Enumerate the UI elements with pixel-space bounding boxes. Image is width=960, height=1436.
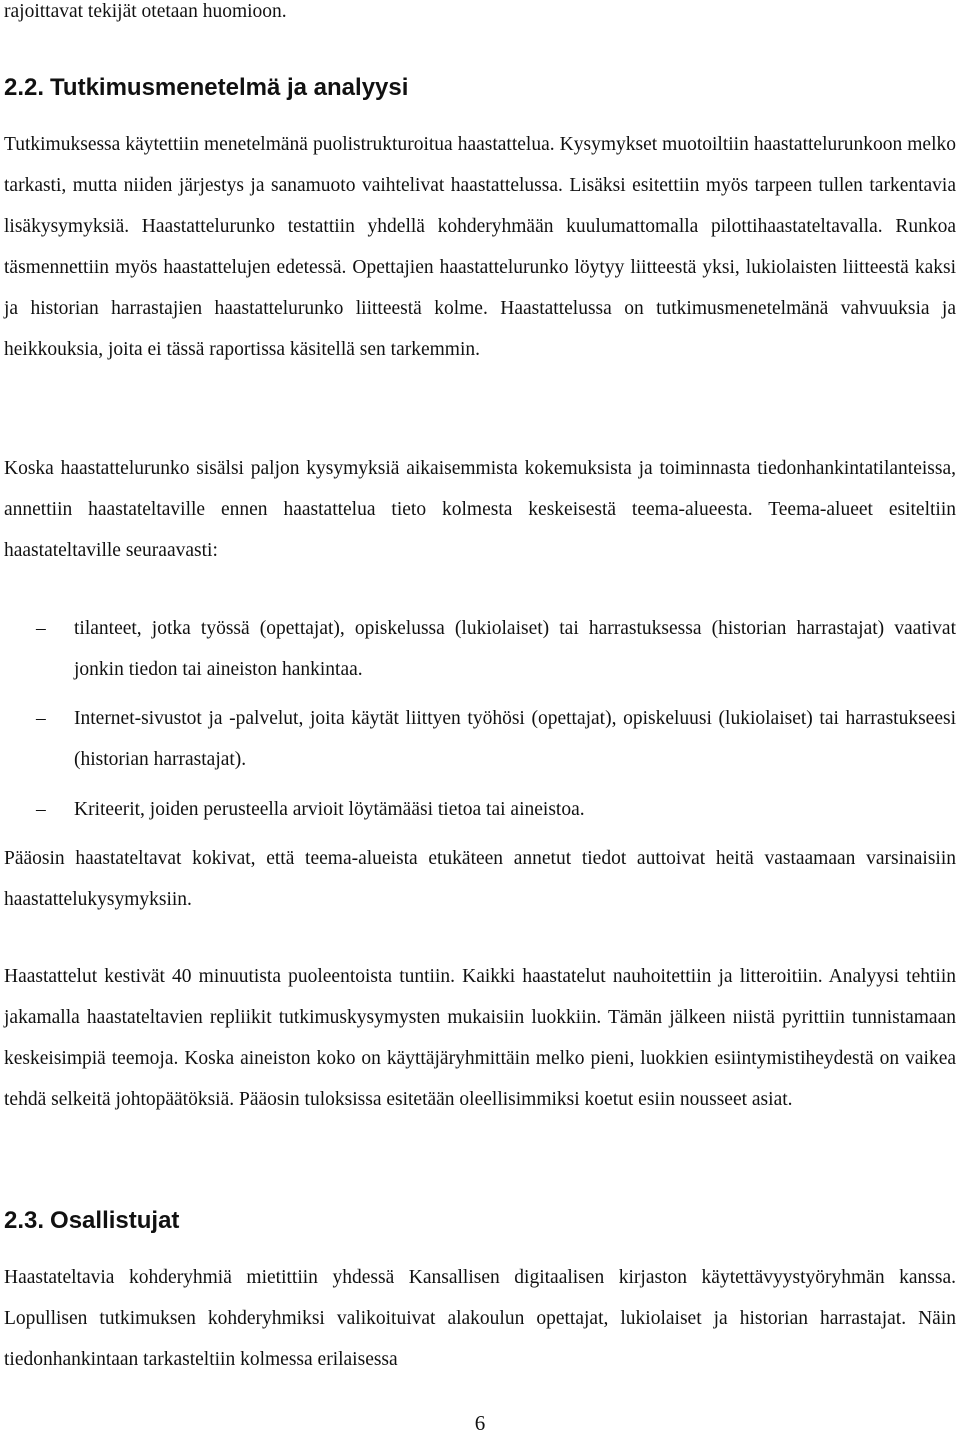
list-dash: –: [36, 708, 46, 729]
page-number: 6: [474, 1411, 486, 1435]
section-number: 2.2.: [4, 74, 45, 101]
section-heading-2-3: [4, 1206, 179, 1236]
participants-paragraph-1: Haastateltavia kohderyhmiä mietittiin yhdessä Kansallisen digitaalisen kirjaston käytettävyystyöryhmän kanssa. Lopullisen tutkimuksen kohderyhmiksi valikoituivat alakoulun opettajat, lukiolaiset ja historian harrastajat. Näin tiedonhankintaan tarkasteltiin kolmessa erilaisessa: [4, 1267, 956, 1370]
methods-paragraph-1: Tutkimuksessa käytettiin menetelmänä puolistrukturoitua haastattelua. Kysymykset muotoiltiin haastattelurunkoon melko tarkasti, mutta niiden järjestys ja sanamuoto vaihtelivat haastattelussa. Lisäksi esitettiin myös tarpeen tullen tarkentavia lisäkysymyksiä. Haastattelurunko testattiin yhdellä kohderyhmään kuulumattomalla pilottihaastateltavalla. Runkoa täsmennettiin myös haastattelujen edetessä. Opettajien haastattelurunko löytyy liitteestä yksi, lukiolaisten liitteestä kaksi ja historian harrastajien haastattelurunko liitteestä kolme. Haastattelussa on tutkimusmenetelmänä vahvuuksia ja heikkouksia, joita ei tässä raportissa käsitellä sen tarkemmin.: [4, 134, 956, 360]
section-title: Tutkimusmenetelmä ja analyysi: [50, 74, 409, 101]
list-item-text: tilanteet, jotka työssä (opettajat), opiskelussa (lukiolaiset) tai harrastuksessa (historian harrastajat) vaativat jonkin tiedon tai aineiston hankintaa.: [74, 618, 956, 680]
methods-paragraph-4: Haastattelut kestivät 40 minuutista puoleentoista tuntiin. Kaikki haastatelut nauhoitettiin ja litteroitiin. Analyysi tehtiin jakamalla haastateltavien repliikit tutkimuskysymysten mukaisiin luokkiin. Tämän jälkeen niistä pyrittiin tunnistamaan keskeisimpiä teemoja. Koska aineiston koko on käyttäjäryhmittäin melko pieni, luokkien esiintymistiheydestä on vaikea tehdä selkeitä johtopäätöksiä. Pääosin tuloksissa esitetään oleellisimmiksi koetut esiin nousseet asiat.: [4, 966, 956, 1110]
intro-fragment: rajoittavat tekijät otetaan huomioon.: [4, 1, 287, 22]
list-dash: –: [36, 618, 46, 639]
list-item-text: Internet-sivustot ja -palvelut, joita käytät liittyen työhösi (opettajat), opiskeluusi (lukiolaiset) tai harrastukseesi (historian harrastajat).: [74, 708, 956, 770]
methods-paragraph-3: Pääosin haastateltavat kokivat, että teema-alueista etukäteen annetut tiedot auttoivat heitä vastaamaan varsinaisiin haastattelukysymyksiin.: [4, 848, 956, 910]
section-number: 2.3.: [4, 1207, 45, 1234]
list-item-text: Kriteerit, joiden perusteella arvioit löytämääsi tietoa tai aineistoa.: [74, 799, 585, 820]
section-title: Osallistujat: [50, 1207, 180, 1234]
section-heading-2-2: [4, 73, 408, 103]
methods-paragraph-2: Koska haastattelurunko sisälsi paljon kysymyksiä aikaisemmista kokemuksista ja toiminnasta tiedonhankintatilanteissa, annettiin haastateltaville ennen haastattelua tieto kolmesta keskeisestä teema-alueesta. Teema-alueet esiteltiin haastateltaville seuraavasti:: [4, 458, 956, 561]
list-dash: –: [36, 799, 46, 820]
